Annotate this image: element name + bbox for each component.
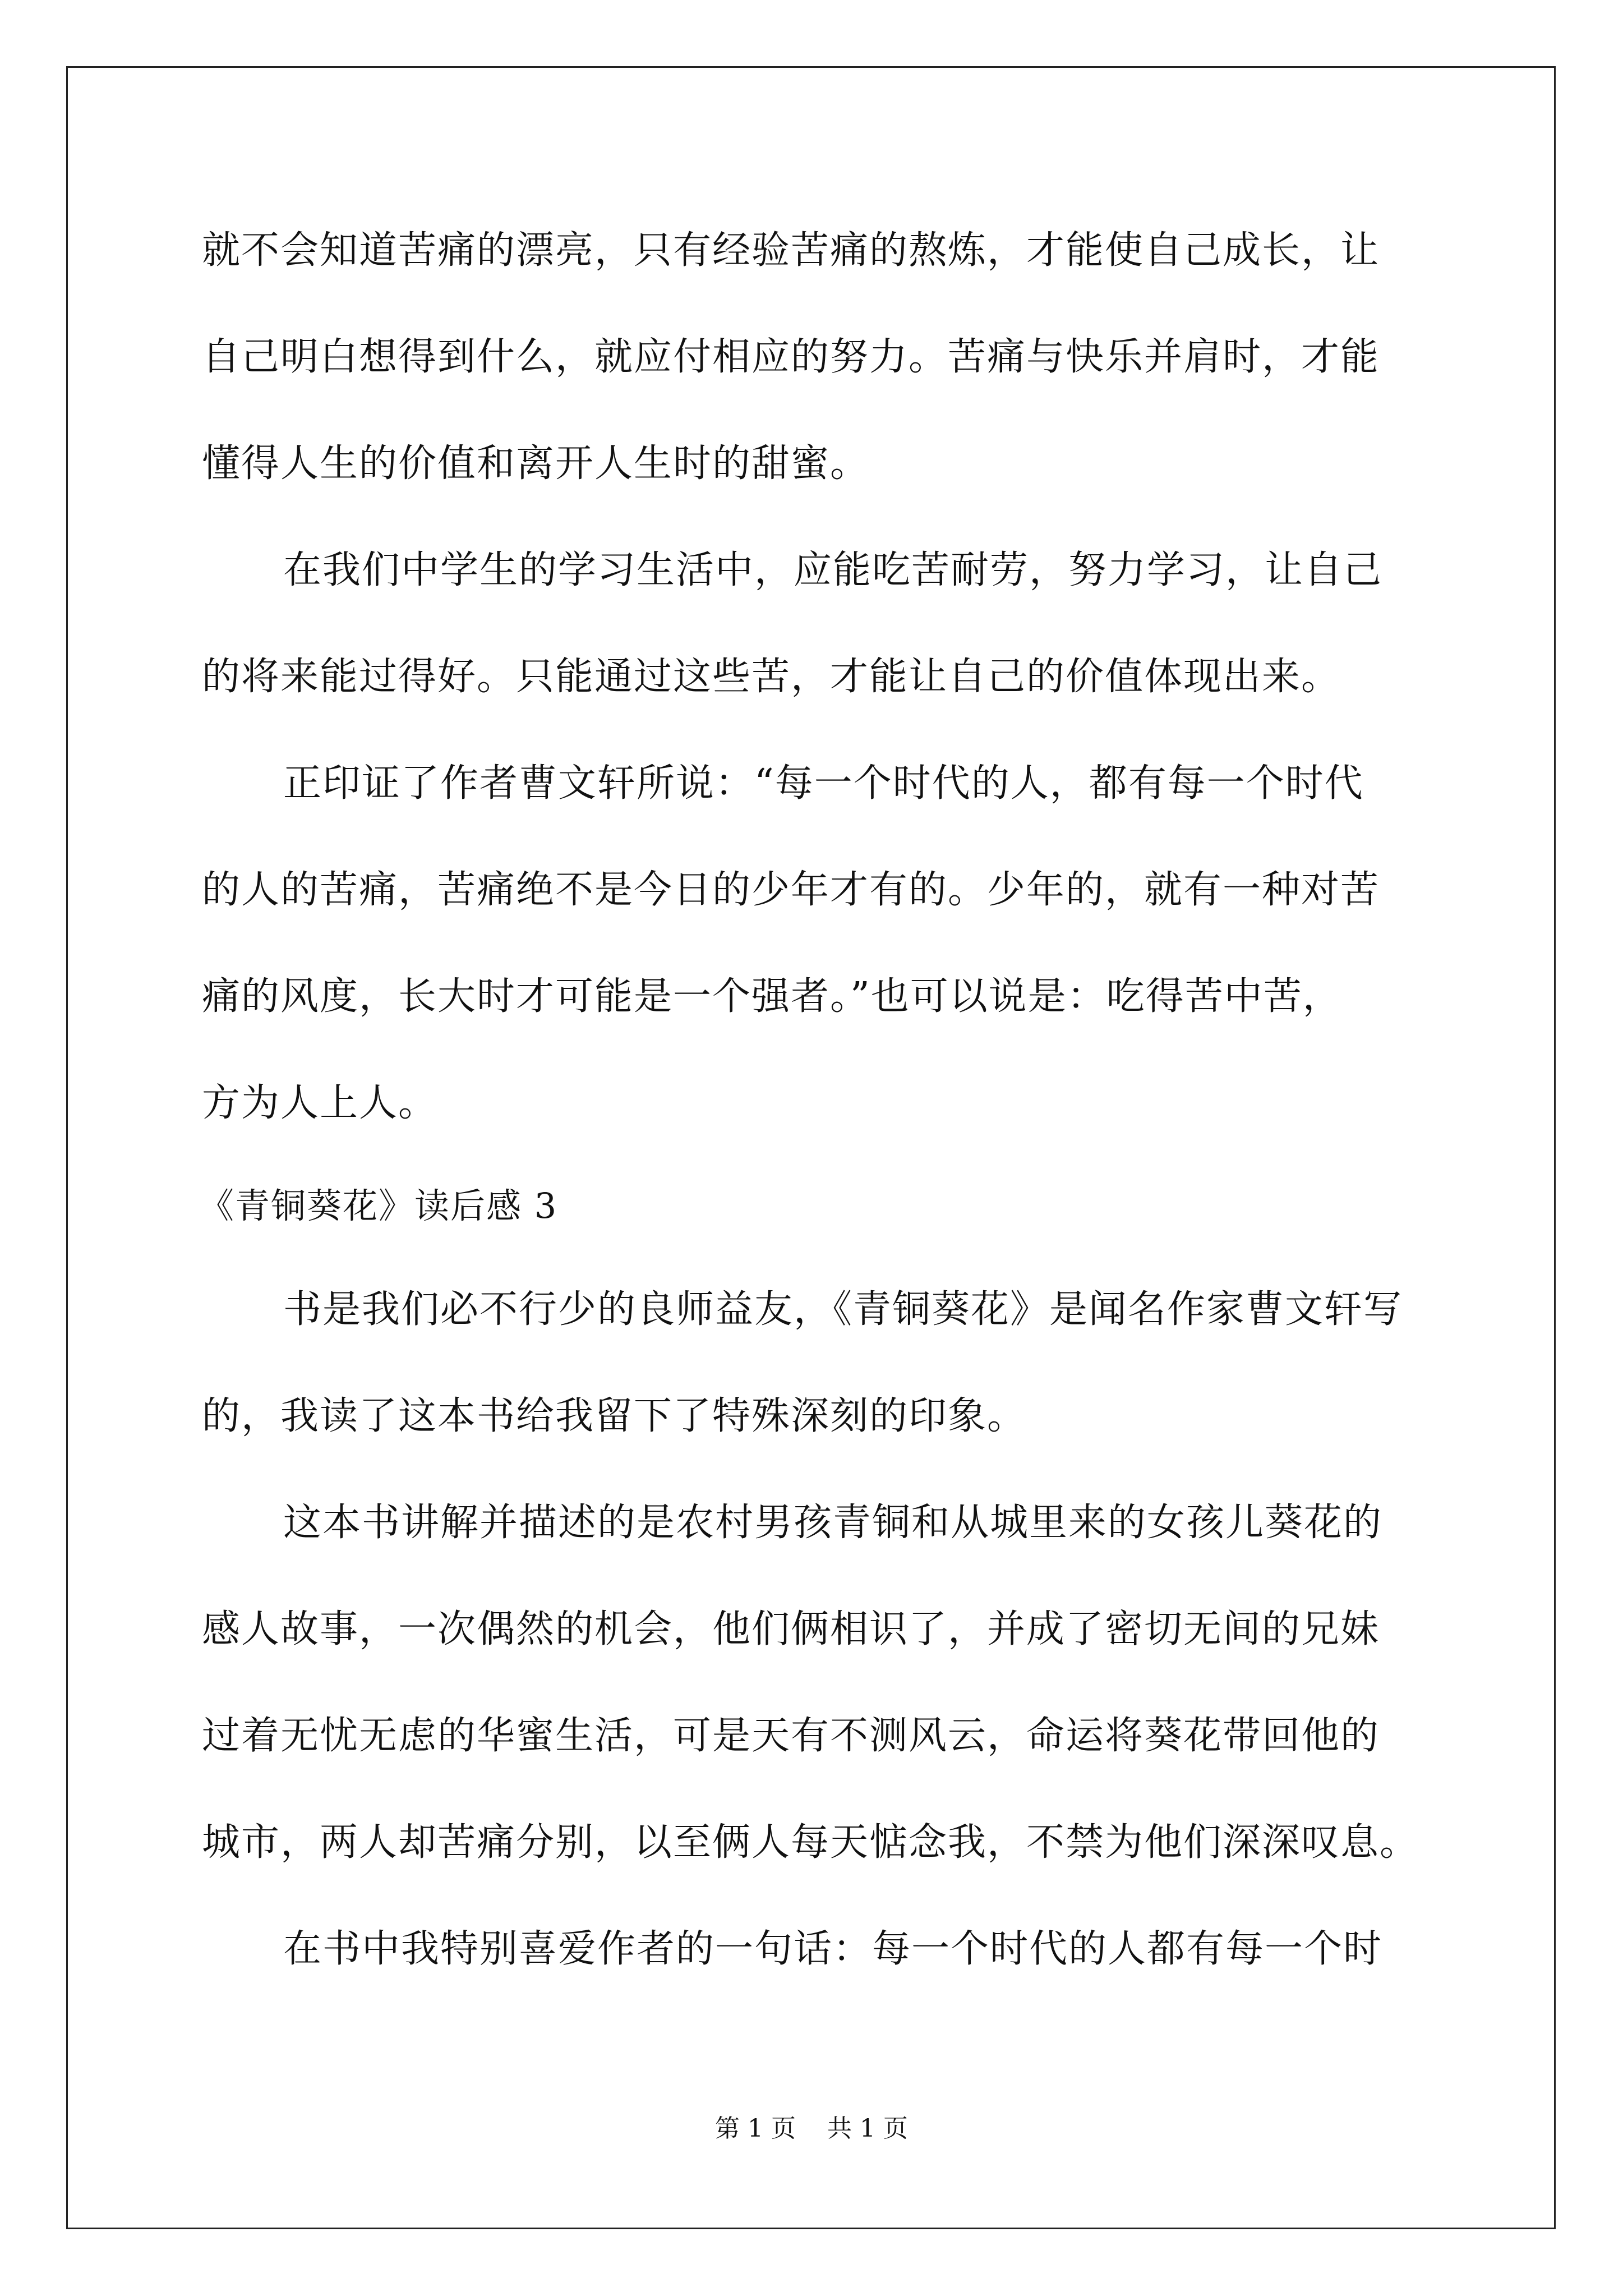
paragraph-first-line: 在我们中学生的学习生活中，应能吃苦耐劳，努力学习，让自己 bbox=[283, 548, 1383, 592]
section-heading: 《青铜葵花》读后感 3 bbox=[199, 1185, 558, 1226]
body-text-line: 方为人上人。 bbox=[202, 1081, 438, 1125]
paragraph-first-line: 正印证了作者曹文轩所说：“每一个时代的人，都有每一个时代 bbox=[283, 761, 1364, 806]
body-text-line: 自己明白想得到什么，就应付相应的努力。苦痛与快乐并肩时，才能 bbox=[202, 335, 1380, 379]
body-text-line: 的人的苦痛，苦痛绝不是今日的少年才有的。少年的，就有一种对苦 bbox=[202, 868, 1380, 912]
body-text-line: 的，我读了这本书给我留下了特殊深刻的印象。 bbox=[202, 1394, 1027, 1438]
body-text-line: 痛的风度，长大时才可能是一个强者。”也可以说是：吃得苦中苦， bbox=[202, 974, 1342, 1019]
paragraph-first-line: 在书中我特别喜爱作者的一句话：每一个时代的人都有每一个时 bbox=[283, 1927, 1383, 1971]
body-text-line: 懂得人生的价值和离开人生时的甜蜜。 bbox=[202, 441, 870, 486]
body-text-line: 感人故事，一次偶然的机会，他们俩相识了，并成了密切无间的兄妹 bbox=[202, 1607, 1380, 1651]
page-footer: 第 1 页 共 1 页 bbox=[715, 2114, 908, 2143]
paragraph-first-line: 书是我们必不行少的良师益友，《青铜葵花》是闻名作家曹文轩写 bbox=[283, 1287, 1403, 1332]
page-border bbox=[66, 66, 1556, 2229]
body-text-line: 过着无忧无虑的华蜜生活，可是天有不测风云，命运将葵花带回他的 bbox=[202, 1714, 1380, 1758]
body-text-line: 的将来能过得好。只能通过这些苦，才能让自己的价值体现出来。 bbox=[202, 655, 1341, 699]
body-text-line: 城市，两人却苦痛分别，以至俩人每天惦念我，不禁为他们深深叹息。 bbox=[202, 1820, 1419, 1865]
paragraph-first-line: 这本书讲解并描述的是农村男孩青铜和从城里来的女孩儿葵花的 bbox=[283, 1501, 1383, 1545]
body-text-line: 就不会知道苦痛的漂亮，只有经验苦痛的熬炼，才能使自己成长，让 bbox=[202, 228, 1380, 273]
